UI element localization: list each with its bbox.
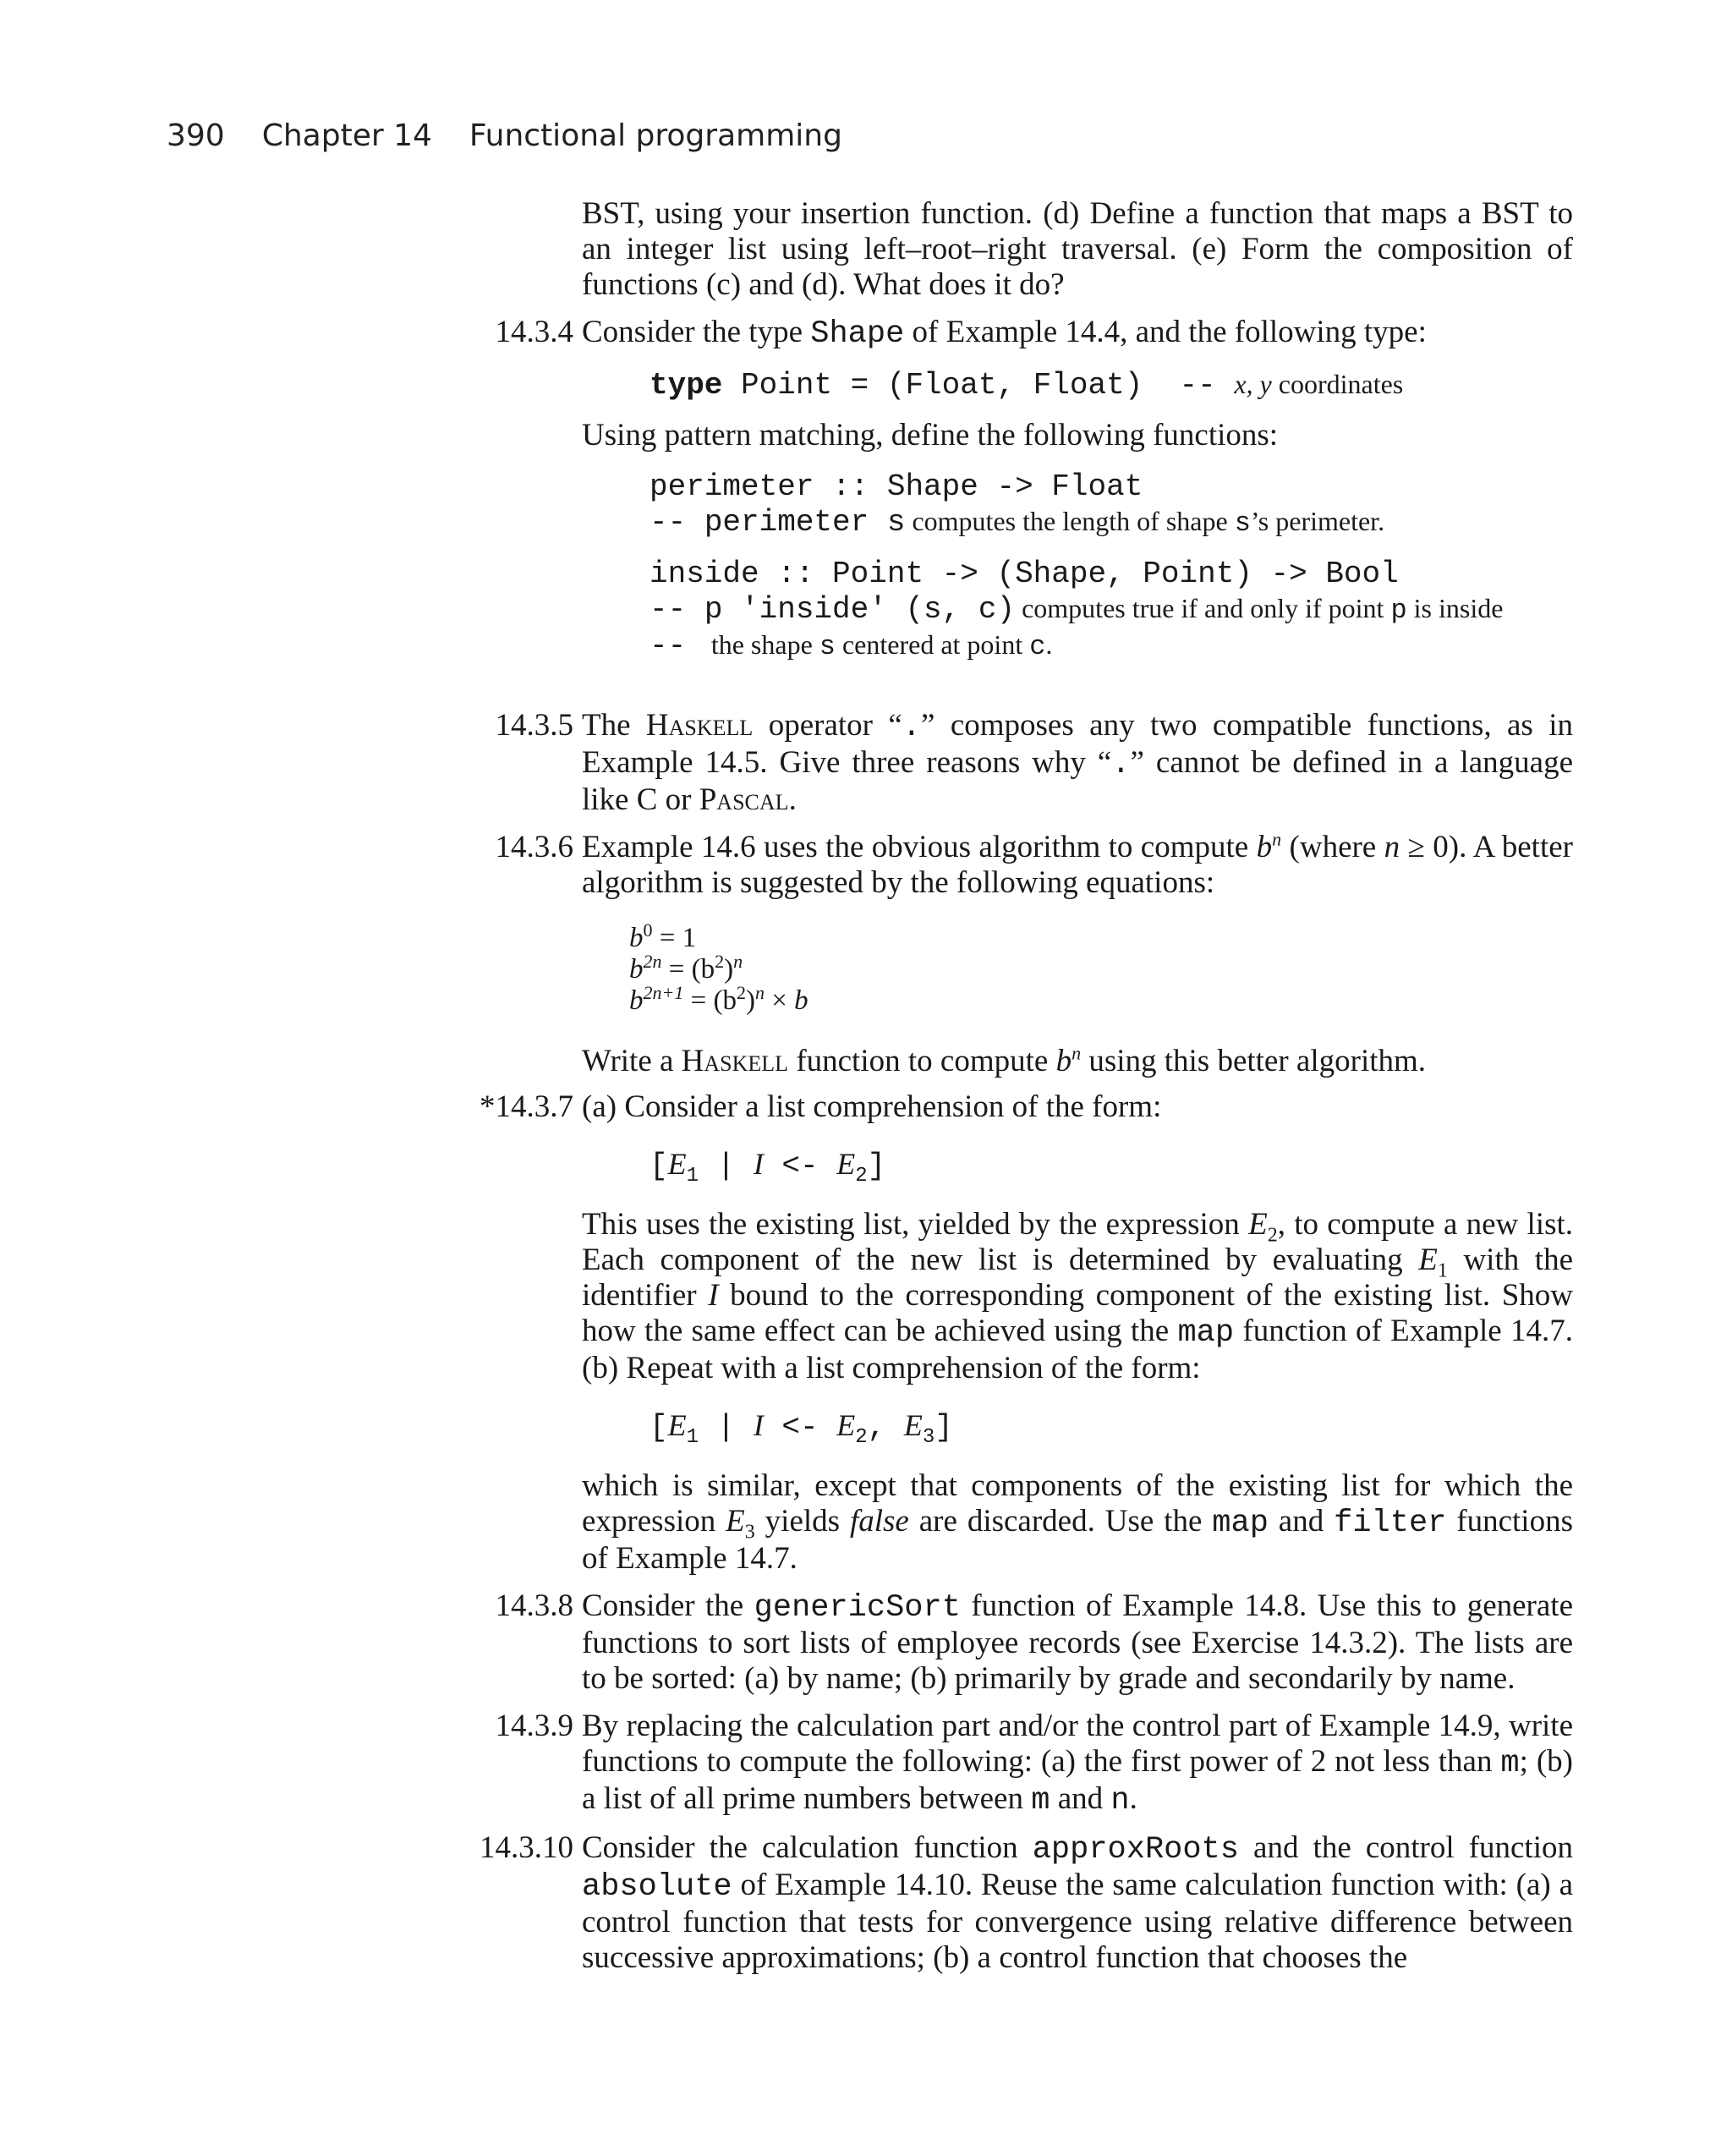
exercise-number: 14.3.10 bbox=[480, 1830, 573, 1865]
exercise-text: By replacing the calculation part and/or the control part of Example 14.9, write functions to compute the following: (a) the first power of 2 not less than m; (b) a list of all prime numbers between m and n. bbox=[582, 1709, 1573, 1819]
signature-inside: inside :: Point -> (Shape, Point) -> Bool -- p 'inside' (s, c) computes true if and only if point p is inside -- the shape s centered at point c. bbox=[650, 557, 1504, 663]
equation-3: $b^{2n+1} = (b^2)^n \times b$ bbox=[629, 982, 808, 1016]
exercise-14-3-7 bbox=[480, 1089, 1573, 1577]
exercise-14-3-6 bbox=[495, 828, 1573, 1079]
exercise-14-3-10 bbox=[480, 1830, 1573, 1976]
exercise-14-3-5 bbox=[495, 708, 1573, 818]
equation-1: $b^0 = 1$ bbox=[629, 919, 697, 953]
exercise-number: 14.3.8 bbox=[495, 1588, 573, 1623]
exercise-number: 14.3.4 bbox=[495, 315, 573, 349]
exercise-number: 14.3.6 bbox=[495, 830, 573, 864]
exercise-text: Consider the calculation function approxRoots and the control function absolute of Example 14.10. Reuse the same calculation function with: (a) a control function that tests for convergence using relative difference between successive approximations; (b) a control function that chooses the bbox=[582, 1830, 1573, 1975]
instruction-text: Using pattern matching, define the following functions: bbox=[582, 418, 1279, 453]
equation-2: $b^{2n} = (b^2)^n$ bbox=[629, 951, 743, 985]
exercise-number: 14.3.5 bbox=[495, 708, 573, 743]
running-head bbox=[167, 118, 842, 153]
exercise-text-2: Write a Haskell function to compute $b^n$ using this better algorithm. bbox=[582, 1042, 1427, 1078]
equations bbox=[629, 919, 1573, 1017]
list-comprehension-1: [$E_1$ | $I <- E_2$] bbox=[650, 1147, 886, 1188]
list-comprehension-2: [$E_1$ | $I <- E_2$, $E_3$] bbox=[650, 1408, 953, 1450]
type-definition: type Point = (Float, Float) -- x, y coordinates bbox=[650, 368, 1404, 403]
exercise-text: Example 14.6 uses the obvious algorithm to compute $b^n$ (where n ≥ 0). A better algorithm is suggested by the following equations: bbox=[582, 828, 1573, 900]
exercise-text: The Haskell operator “.” composes any two compatible functions, as in Example 14.5. Give three reasons why “.” cannot be defined in a language like C or Pascal. bbox=[582, 708, 1573, 817]
continuation-paragraph: BST, using your insertion function. (d) Define a function that maps a BST to an integer list using left–root–right traversal. (e) Form the composition of functions (c) and (d). What does it do? bbox=[582, 196, 1573, 302]
exercise-text-3: which is similar, except that components of the existing list for which the expression $E_3$ yields false are discarded. Use the map and filter functions of Example 14.7. bbox=[582, 1468, 1573, 1576]
exercise-number: *14.3.7 bbox=[480, 1089, 573, 1124]
chapter-title: Functional programming bbox=[469, 118, 842, 153]
exercise-14-3-9 bbox=[495, 1709, 1573, 1819]
exercise-text: (a) Consider a list comprehension of the form: bbox=[582, 1089, 1162, 1124]
signature-perimeter: perimeter :: Shape -> Float -- perimeter s computes the length of shape s’s perimeter. bbox=[650, 469, 1385, 540]
exercise-text: Consider the genericSort function of Example 14.8. Use this to generate functions to sort lists of employee records (see Exercise 14.3.2). The lists are to be sorted: (a) by name; (b) primarily by grade and secondarily by name. bbox=[582, 1588, 1573, 1696]
exercise-14-3-4 bbox=[495, 315, 1573, 664]
page-body bbox=[480, 196, 1573, 1976]
exercise-text: Consider the type Shape of Example 14.4, and the following type: bbox=[582, 315, 1427, 352]
exercise-number: 14.3.9 bbox=[495, 1709, 573, 1743]
exercise-text-2: This uses the existing list, yielded by the expression $E_2$, to compute a new list. Each component of the new list is determined by evaluating $E_1$ with the identifier I bound to the corresponding component of the existing list. Show how the same effect can be achieved using the map function of Example 14.7. (b) Repeat with a list comprehension of the form: bbox=[582, 1207, 1573, 1385]
page-number: 390 bbox=[167, 118, 225, 153]
exercise-14-3-8 bbox=[495, 1588, 1573, 1697]
chapter-label: Chapter 14 bbox=[261, 118, 432, 153]
